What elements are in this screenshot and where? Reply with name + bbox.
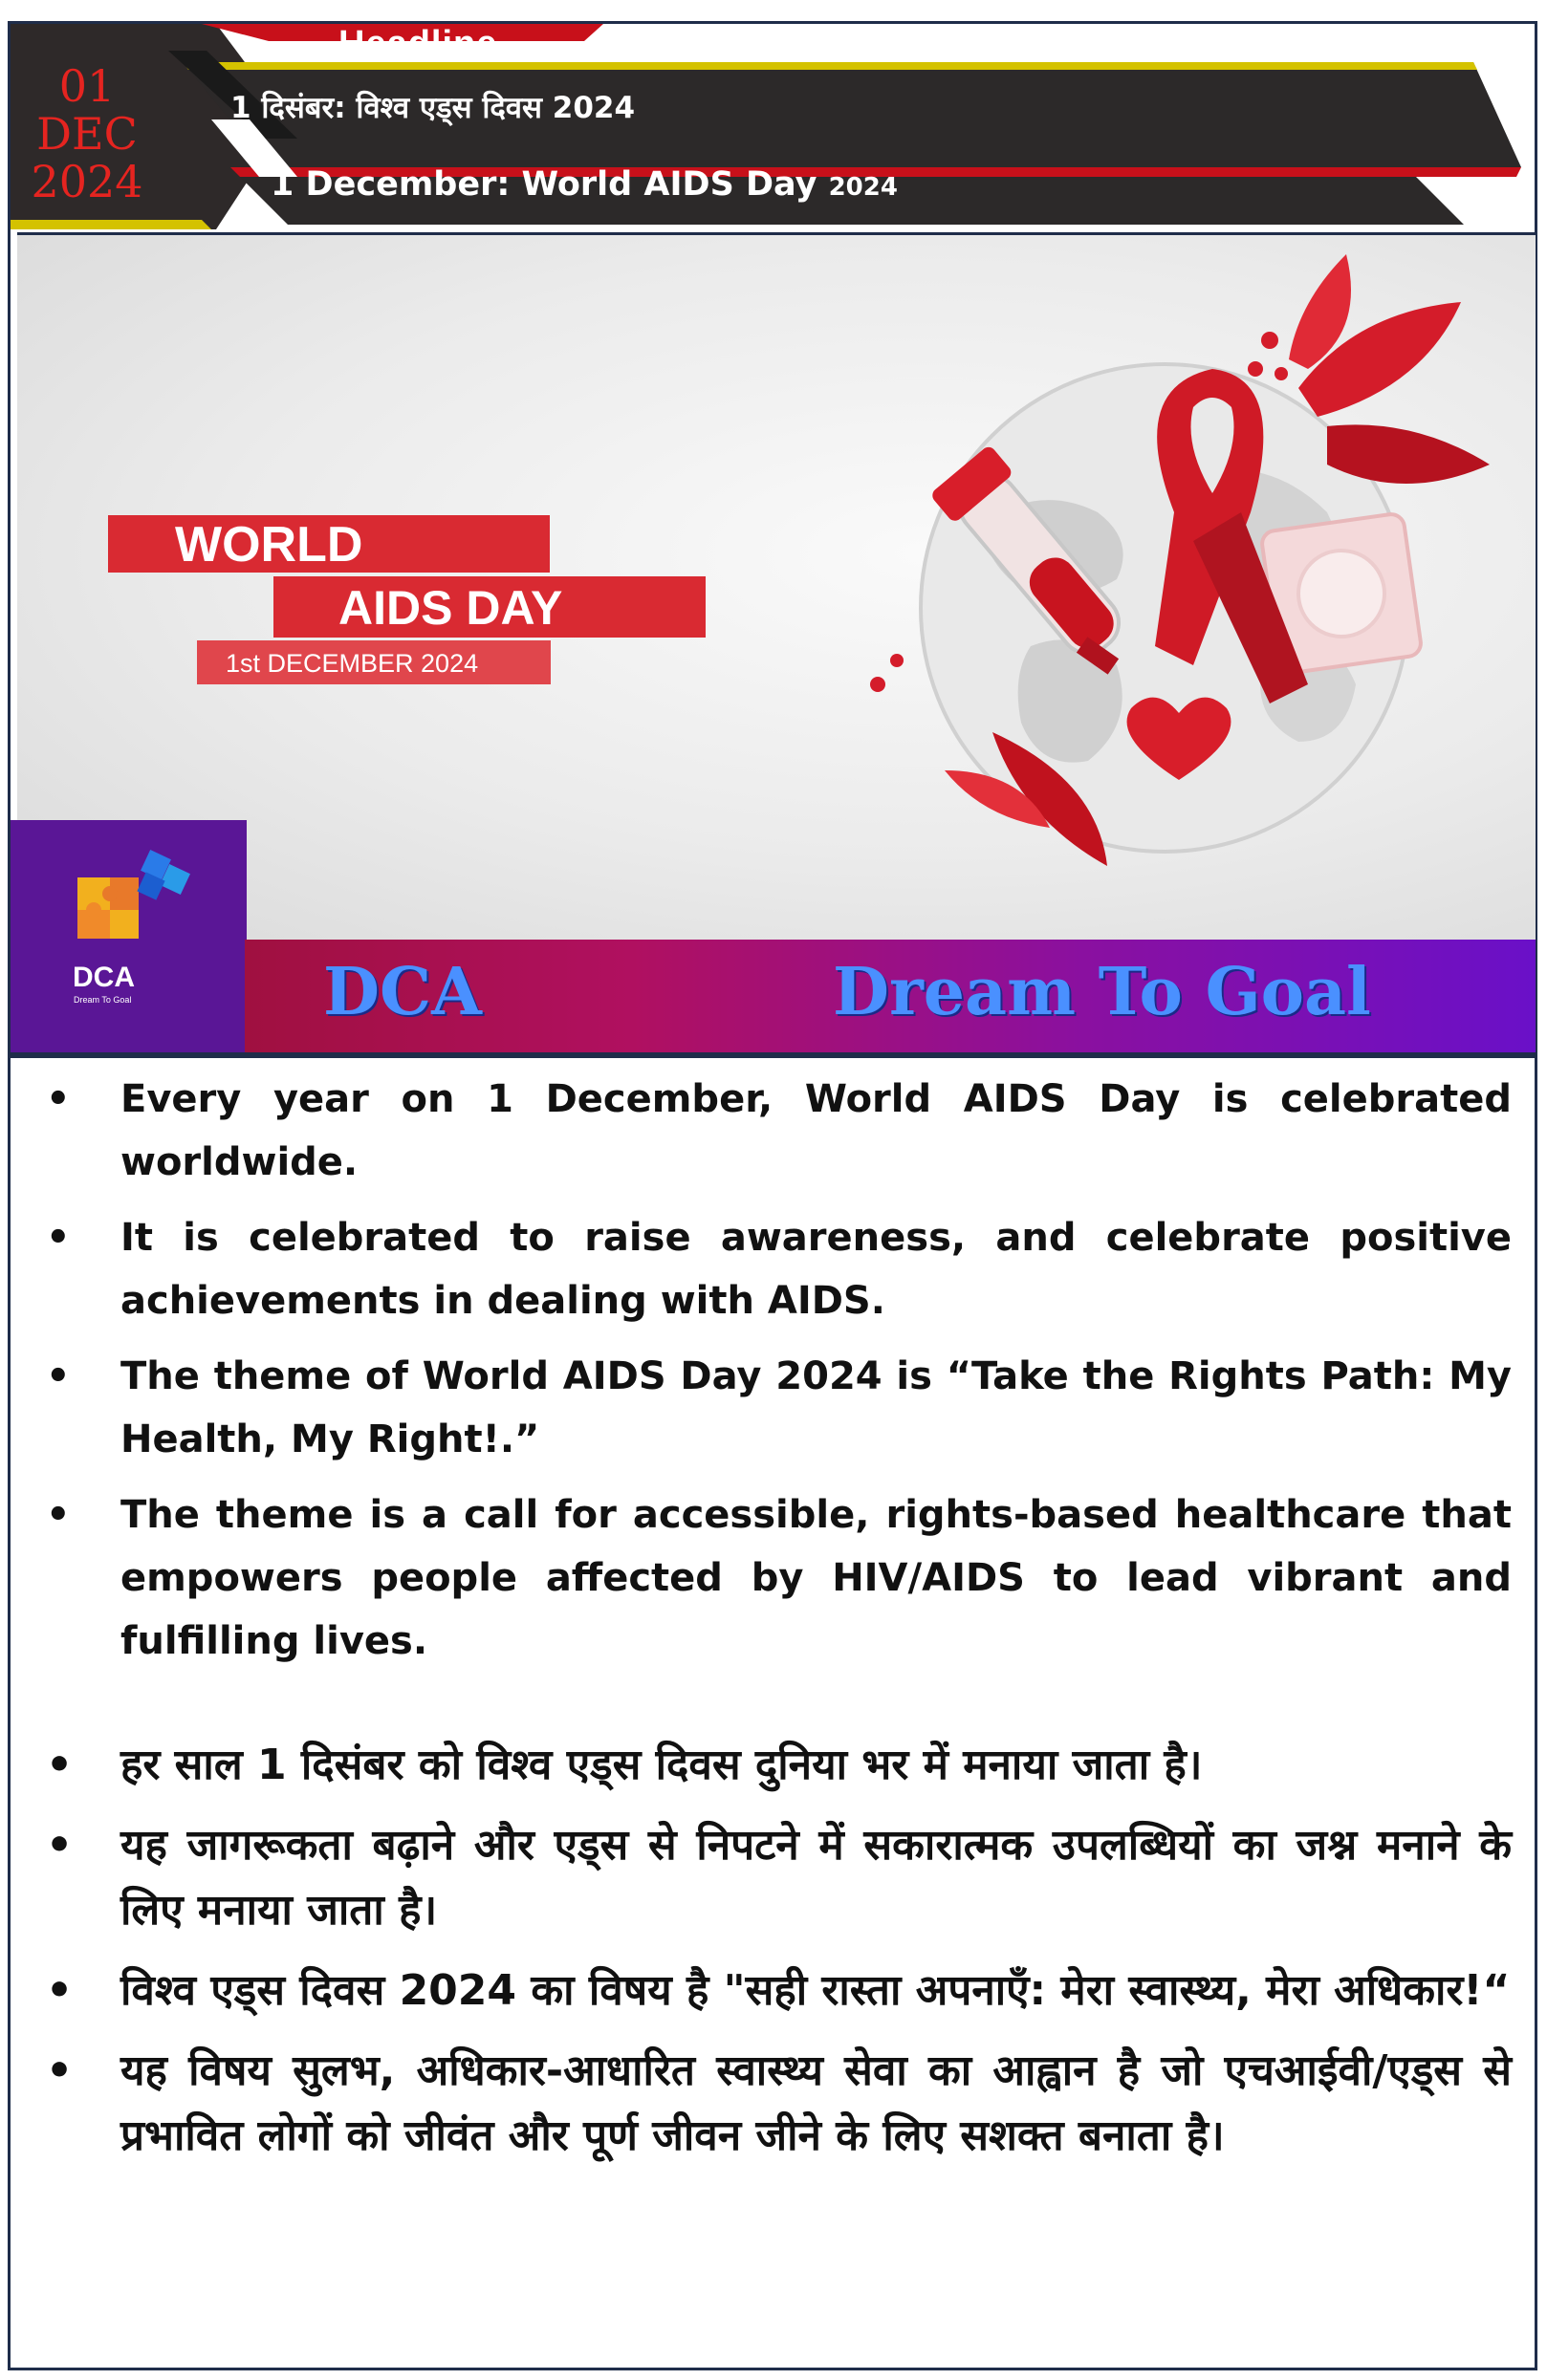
badge-date: 1st DECEMBER 2024 — [197, 640, 551, 684]
date-block — [20, 62, 154, 206]
dca-logo-text: DCA — [73, 962, 135, 993]
list-item: • It is celebrated to raise awareness, and celebrate positive achievements in dealing with AIDS. — [120, 1206, 1512, 1332]
list-item: • यह जागरूकता बढ़ाने और एड्स से निपटने में सकारात्मक उपलब्धियों का जश्न मनाने के लिए मनाया जाता है। — [120, 1813, 1512, 1943]
date-year: 2024 — [31, 156, 143, 207]
headline-header — [11, 24, 1535, 229]
bullet-list — [11, 1068, 1535, 2184]
list-item: • The theme of World AIDS Day 2024 is “Take the Rights Path: My Health, My Right!.” — [120, 1345, 1512, 1471]
headline-hindi: 1 दिसंबर: विश्व एड्स दिवस 2024 — [230, 91, 636, 125]
dca-logo — [11, 820, 247, 1054]
list-item: • The theme is a call for accessible, rights-based healthcare that empowers people affected by HIV/AIDS to lead vibrant and fulfilling lives. — [120, 1483, 1512, 1673]
list-item: • Every year on 1 December, World AIDS Day is celebrated worldwide. — [120, 1068, 1512, 1194]
spacer — [11, 1685, 1535, 1733]
headline-english-text: 1 December: World AIDS Day — [271, 165, 817, 204]
brand-name: DCA — [323, 954, 482, 1030]
headline-tag: Headline — [338, 24, 498, 64]
divider — [11, 1052, 1535, 1058]
date-month: DEC — [36, 108, 138, 160]
list-item: • विश्व एड्स दिवस 2024 का विषय है "सही रास्ता अपनाएँ: मेरा स्वास्थ्य, मेरा अधिकार!“ — [120, 1958, 1512, 2023]
headline-english — [271, 165, 898, 204]
headline-english-year: 2024 — [828, 173, 898, 202]
date-day: 01 — [58, 60, 116, 112]
brand-tagline: Dream To Goal — [833, 954, 1371, 1030]
page-frame — [8, 21, 1537, 2370]
badge-aids-day: AIDS DAY — [273, 576, 706, 638]
list-item: • हर साल 1 दिसंबर को विश्व एड्स दिवस दुनिया भर में मनाया जाता है। — [120, 1733, 1512, 1798]
list-item: • यह विषय सुलभ, अधिकार-आधारित स्वास्थ्य सेवा का आह्वान है जो एचआईवी/एड्स से प्रभावित लोगों को जीवंत और पूर्ण जीवन जीने के लिए सशक्त बनाता है। — [120, 2039, 1512, 2169]
brand-band — [245, 940, 1536, 1052]
dca-logo-subtext: Dream To Goal — [74, 995, 132, 1005]
puzzle-icon — [11, 820, 247, 1054]
badge-world: WORLD — [108, 515, 550, 573]
